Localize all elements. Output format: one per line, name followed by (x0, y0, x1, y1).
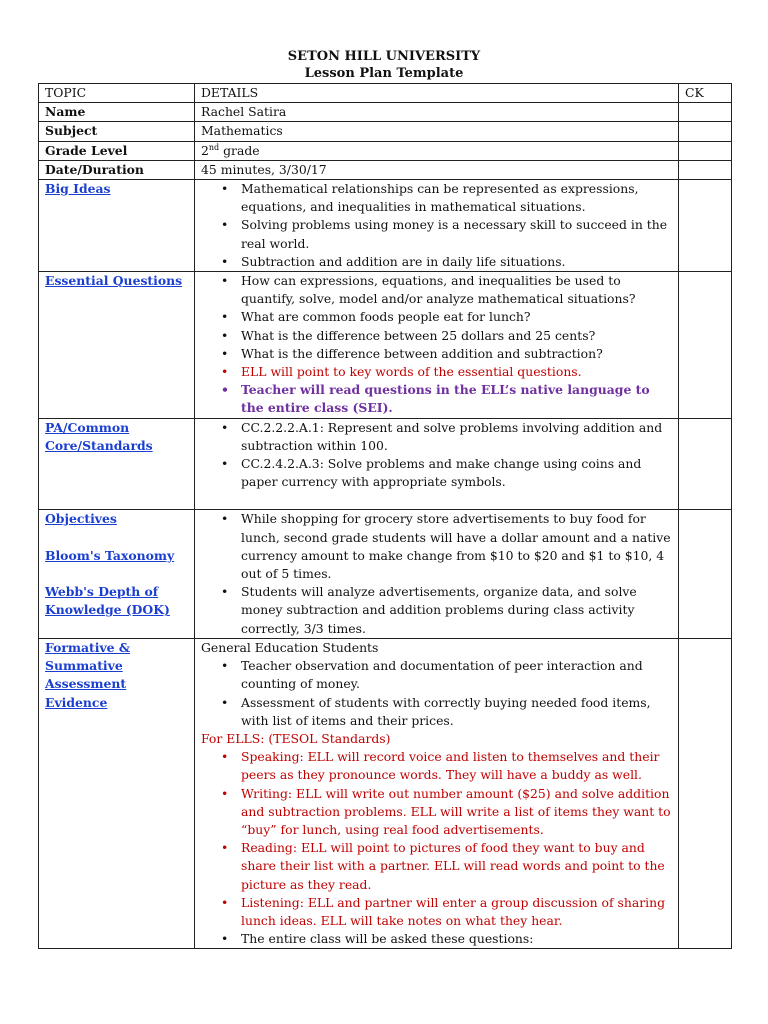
details-header: DETAILS (195, 84, 679, 103)
list-item: • Reading: ELL will point to pictures of food they want to buy and share their list with a partner. ELL will read words and point to the picture as they read. (241, 839, 672, 894)
list-item: • What is the difference between 25 dollars and 25 cents? (241, 327, 672, 345)
university-title: SETON HILL UNIVERSITY (287, 49, 481, 64)
ck-cell (679, 418, 732, 510)
template-title: Lesson Plan Template (304, 66, 464, 81)
ck-header: CK (679, 84, 732, 103)
grade-suffix: nd (208, 142, 220, 152)
lesson-plan-table (38, 83, 732, 949)
ck-cell (679, 141, 732, 160)
list-item: • What is the difference between addition and subtraction? (241, 345, 672, 363)
essential-questions-list (201, 272, 672, 418)
list-item: • Teacher observation and documentation of peer interaction and counting of money. (241, 657, 672, 693)
big-ideas-row (39, 180, 732, 272)
ck-cell (679, 272, 732, 419)
standards-link[interactable]: PA/Common Core/Standards (45, 419, 153, 453)
name-row (39, 103, 732, 122)
ells-list (201, 748, 672, 930)
date-row (39, 160, 732, 179)
assessment-row (39, 638, 732, 948)
assessment-link[interactable]: Formative & Summative Assessment Evidence (45, 639, 131, 710)
gen-ed-heading: General Education Students (201, 639, 379, 655)
list-item: • The entire class will be asked these questions: (241, 930, 672, 948)
ck-cell (679, 160, 732, 179)
list-item: • CC.2.4.2.A.3: Solve problems and make change using coins and paper currency with appropriate symbols. (241, 455, 672, 491)
grade-value (195, 141, 679, 160)
date-label: Date/Duration (39, 160, 195, 179)
standards-row (39, 418, 732, 510)
objectives-row (39, 510, 732, 638)
essential-questions-row (39, 272, 732, 419)
subject-row (39, 122, 732, 141)
grade-number: 2 (201, 142, 209, 158)
list-item: • Subtraction and addition are in daily life situations. (241, 253, 672, 271)
big-ideas-list (201, 180, 672, 271)
topic-header: TOPIC (39, 84, 195, 103)
name-value: Rachel Satira (195, 103, 679, 122)
blooms-taxonomy-link[interactable]: Bloom's Taxonomy (45, 547, 175, 563)
big-ideas-link[interactable]: Big Ideas (45, 181, 111, 197)
grade-label: Grade Level (39, 141, 195, 160)
list-item: • Solving problems using money is a necessary skill to succeed in the real world. (241, 216, 672, 252)
objectives-link[interactable]: Objectives (45, 511, 117, 527)
list-item: • Mathematical relationships can be represented as expressions, equations, and inequalities in mathematical situations. (241, 180, 672, 216)
list-item: • Writing: ELL will write out number amount ($25) and solve addition and subtraction problems. ELL will write a list of items they want to “buy” for lunch, using real food advertisements. (241, 785, 672, 840)
sei-item: • Teacher will read questions in the ELL’s native language to the entire class (SEI). (241, 381, 672, 417)
list-item: • CC.2.2.2.A.1: Represent and solve problems involving addition and subtraction within 100. (241, 419, 672, 455)
ells-heading: For ELLS: (TESOL Standards) (201, 730, 391, 746)
gen-ed-list (201, 657, 672, 730)
ck-cell (679, 638, 732, 948)
closing-list (201, 930, 672, 948)
ck-cell (679, 510, 732, 638)
name-label: Name (39, 103, 195, 122)
list-item: • Students will analyze advertisements, organize data, and solve money subtraction and addition problems during class activity correctly, 3/3 times. (241, 583, 672, 638)
list-item: • How can expressions, equations, and inequalities be used to quantify, solve, model and/or analyze mathematical situations? (241, 272, 672, 308)
ck-cell (679, 103, 732, 122)
grade-row (39, 141, 732, 160)
ck-cell (679, 180, 732, 272)
header-row (39, 84, 732, 103)
ell-item: • ELL will point to key words of the essential questions. (241, 363, 672, 381)
ck-cell (679, 122, 732, 141)
essential-questions-link[interactable]: Essential Questions (45, 273, 183, 289)
list-item: • Assessment of students with correctly buying needed food items, with list of items and their prices. (241, 694, 672, 730)
webbs-dok-link[interactable]: Webb's Depth of Knowledge (DOK) (45, 583, 170, 618)
grade-word: grade (219, 142, 260, 158)
list-item: • What are common foods people eat for lunch? (241, 308, 672, 326)
objectives-list (201, 510, 672, 637)
list-item: • Speaking: ELL will record voice and listen to themselves and their peers as they pronounce words. They will have a buddy as well. (241, 748, 672, 784)
list-item: • Listening: ELL and partner will enter a group discussion of sharing lunch ideas. ELL will take notes on what they hear. (241, 894, 672, 930)
standards-list (201, 419, 672, 492)
subject-value: Mathematics (195, 122, 679, 141)
list-item: • While shopping for grocery store advertisements to buy food for lunch, second grade students will have a dollar amount and a native currency amount to make change from $10 to $20 and $1 to $10, 4 out of 5 times. (241, 510, 672, 583)
subject-label: Subject (39, 122, 195, 141)
date-value: 45 minutes, 3/30/17 (195, 160, 679, 179)
